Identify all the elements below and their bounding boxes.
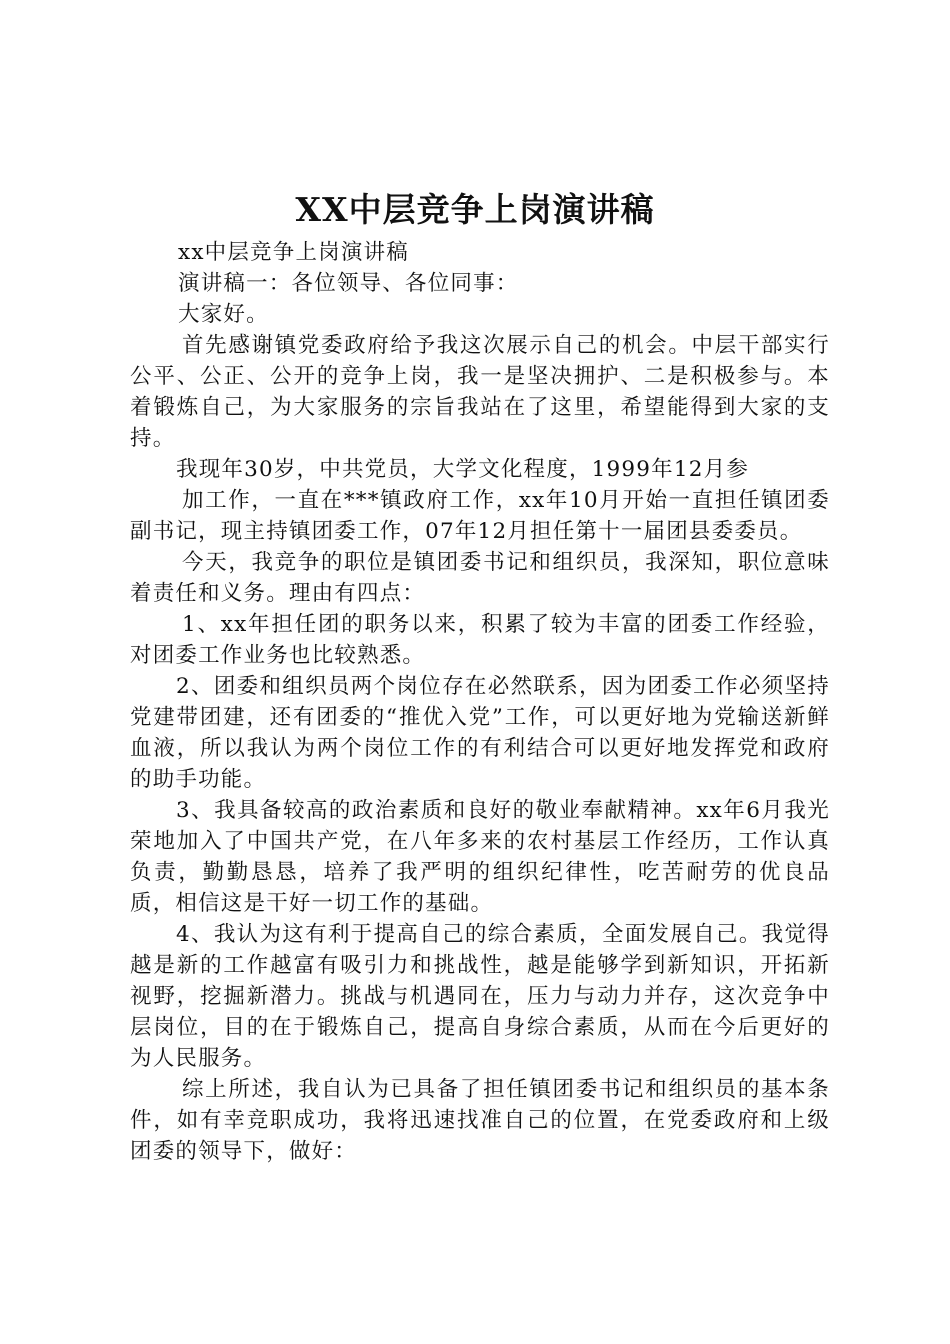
paragraph-work-history: 加工作，一直在***镇政府工作，xx年10月开始一直担任镇团委副书记，现主持镇团委工作，07年12月担任第十一届团县委委员。 xyxy=(130,488,830,544)
paragraph-reason-3: 3、我具备较高的政治素质和良好的敬业奉献精神。xx年6月我光荣地加入了中国共产党，在八年多来的农村基层工作经历，工作认真负责，勤勤恳恳，培养了我严明的组织纪律性，吃苦耐劳的优良品质，相信这是干好一切工作的基础。 xyxy=(130,798,830,916)
paragraph-reason-4: 4、我认为这有利于提高自己的综合素质，全面发展自己。我觉得越是新的工作越富有吸引力和挑战性，越是能够学到新知识，开拓新视野，挖掘新潜力。挑战与机遇同在，压力与动力并存，这次竞争中层岗位，目的在于锻炼自己，提高自身综合素质，从而在今后更好的为人民服务。 xyxy=(130,922,830,1071)
paragraph-subtitle: xx中层竞争上岗演讲稿 xyxy=(178,240,409,265)
paragraph-reason-1: 1、xx年担任团的职务以来，积累了较为丰富的团委工作经验，对团委工作业务也比较熟悉。 xyxy=(130,612,830,668)
document-body xyxy=(130,237,830,1167)
paragraph-self-intro: 我现年30岁，中共党员，大学文化程度，1999年12月参 xyxy=(176,457,750,482)
document-title: XX中层竞争上岗演讲稿 xyxy=(295,190,655,229)
paragraph-salutation: 演讲稿一：各位领导、各位同事： xyxy=(178,271,519,296)
paragraph-thanks: 首先感谢镇党委政府给予我这次展示自己的机会。中层干部实行公平、公正、公开的竞争上岗，我一是坚决拥护、二是积极参与。本着锻炼自己，为大家服务的宗旨我站在了这里，希望能得到大家的支持。 xyxy=(130,333,830,451)
paragraph-reason-2: 2、团委和组织员两个岗位存在必然联系，因为团委工作必须坚持党建带团建，还有团委的“推优入党”工作，可以更好地为党输送新鲜血液，所以我认为两个岗位工作的有利结合可以更好地发挥党和政府的助手功能。 xyxy=(130,674,830,792)
paragraph-conclusion: 综上所述，我自认为已具备了担任镇团委书记和组织员的基本条件，如有幸竞职成功，我将迅速找准自己的位置，在党委政府和上级团委的领导下，做好： xyxy=(130,1077,830,1164)
paragraph-greeting: 大家好。 xyxy=(178,302,269,327)
paragraph-position: 今天，我竞争的职位是镇团委书记和组织员，我深知，职位意味着责任和义务。理由有四点： xyxy=(130,550,830,606)
